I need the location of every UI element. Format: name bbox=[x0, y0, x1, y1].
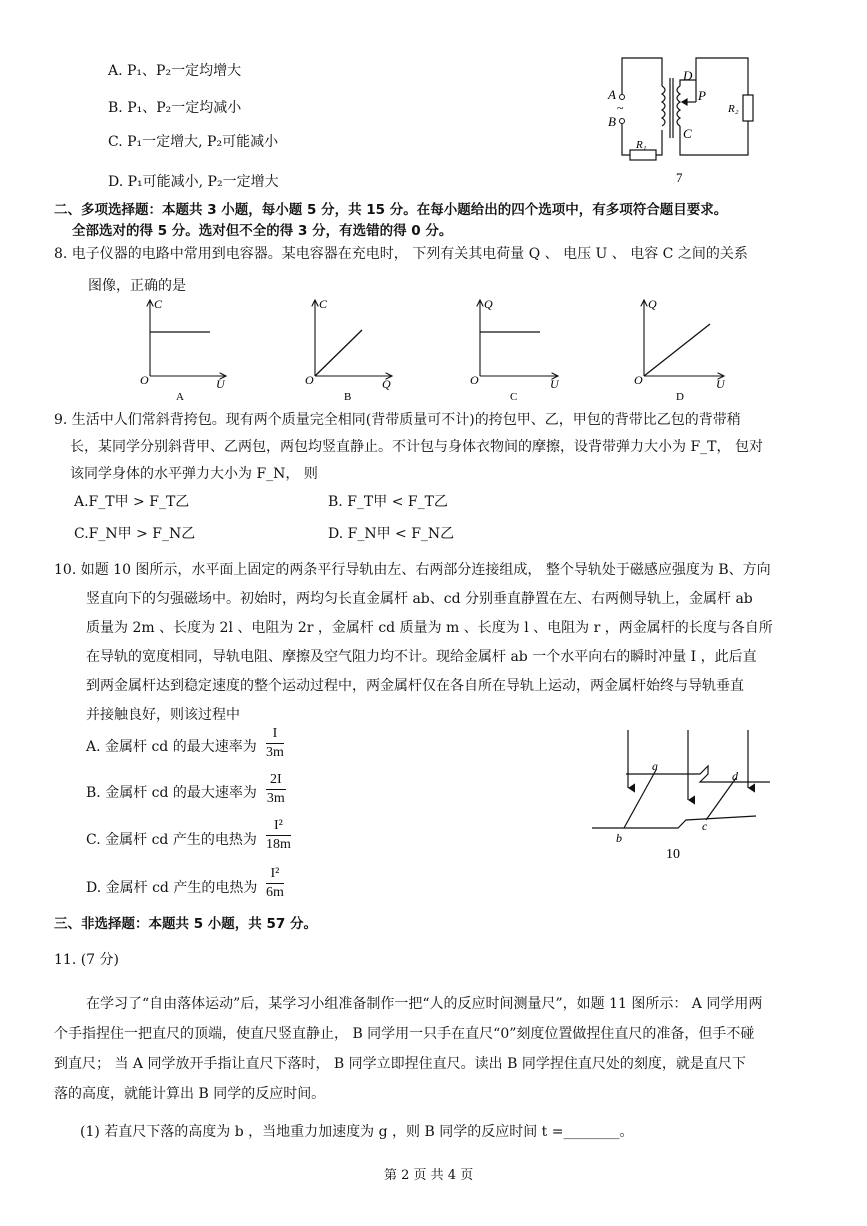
q7-option-d: D. P₁可能减小, P₂一定增大 bbox=[108, 174, 279, 190]
graph-d-ylabel: Q bbox=[648, 297, 657, 311]
figure-7-caption: 7 bbox=[676, 170, 683, 185]
q9-option-c: C.F_N甲 > F_N乙 bbox=[74, 526, 196, 542]
q10-stem-6: 并接触良好，则该过程中 bbox=[86, 707, 240, 723]
q8-stem: 8. 电子仪器的电路中常用到电容器。某电容器在充电时， 下列有关其电荷量 Q 、 电压 U 、 电容 C 之间的关系 bbox=[54, 246, 748, 262]
figure-10-caption: 10 bbox=[666, 847, 680, 862]
graph-a-ylabel: C bbox=[154, 297, 163, 311]
coil-d-label: D bbox=[683, 68, 693, 83]
terminal-a-label: A bbox=[608, 87, 616, 102]
graph-b-caption: B bbox=[344, 391, 352, 403]
q11-heading: 11. (7 分) bbox=[54, 952, 119, 968]
q9-option-d: D. F_N甲 < F_N乙 bbox=[328, 526, 455, 542]
q8-graphs bbox=[130, 294, 750, 404]
graph-c bbox=[470, 297, 560, 403]
q7-option-a: A. P₁、P₂一定均增大 bbox=[108, 63, 242, 79]
q10-stem-2: 竖直向下的匀强磁场中。初始时，两均匀长直金属杆 ab、cd 分别垂直静置在左、右两侧导轨上，金属杆 ab bbox=[86, 591, 753, 607]
graph-a bbox=[140, 297, 226, 403]
graph-d-origin: O bbox=[634, 373, 643, 387]
q9-stem-cont-2: 该同学身体的水平弹力大小为 F_N， 则 bbox=[70, 466, 318, 482]
q10-stem-3: 质量为 2m 、长度为 2l 、电阻为 2r ，金属杆 cd 质量为 m 、长度为 l 、电阻为 r ，两金属杆的长度与各自所 bbox=[86, 620, 773, 636]
q11-para-3: 到直尺； 当 A 同学放开手指让直尺下落时， B 同学立即捏住直尺。读出 B 同学捏住直尺处的刻度，就是直尺下 bbox=[54, 1056, 746, 1072]
q9-option-b: B. F_T甲 < F_T乙 bbox=[328, 494, 448, 510]
graph-c-caption: C bbox=[510, 391, 518, 403]
q10-stem-5: 到两金属杆达到稳定速度的整个运动过程中，两金属杆仅在各自所在导轨上运动，两金属杆始终与导轨垂直 bbox=[86, 678, 744, 694]
q10-option-d-fraction bbox=[266, 866, 284, 901]
frac-c-num: I² bbox=[274, 818, 283, 833]
q10-option-d: D. 金属杆 cd 产生的电热为 bbox=[86, 880, 258, 896]
slider-p-label: P bbox=[698, 88, 706, 103]
frac-c-den: 18m bbox=[266, 837, 291, 852]
q11-para-4: 落的高度，就能计算出 B 同学的反应时间。 bbox=[54, 1086, 326, 1102]
graph-c-ylabel: Q bbox=[484, 297, 493, 311]
graph-d-xlabel: U bbox=[716, 377, 725, 391]
q10-option-b: B. 金属杆 cd 的最大速率为 bbox=[86, 785, 257, 801]
frac-d-den: 6m bbox=[266, 885, 284, 900]
frac-a-num: I bbox=[272, 726, 278, 741]
resistor-r1-label: R₁ bbox=[636, 139, 647, 151]
ac-source-symbol: ~ bbox=[617, 101, 624, 115]
graph-c-origin: O bbox=[470, 373, 479, 387]
rod-a-label: a bbox=[652, 759, 658, 773]
graph-a-xlabel: U bbox=[216, 377, 225, 391]
section-2-heading: 二、多项选择题：本题共 3 小题，每小题 5 分，共 15 分。在每小题给出的四个选项中，有多项符合题目要求。 bbox=[54, 202, 728, 218]
q10-option-a-fraction bbox=[266, 726, 284, 761]
graph-b bbox=[305, 297, 392, 403]
coil-c-label: C bbox=[683, 126, 692, 141]
q11-para-1: 在学习了“自由落体运动”后，某学习小组准备制作一把“人的反应时间测量尺”，如题 11 图所示： A 同学用两 bbox=[86, 996, 763, 1012]
graph-b-ylabel: C bbox=[319, 297, 328, 311]
resistor-r2-label: R₂ bbox=[728, 103, 739, 115]
q10-option-b-fraction bbox=[266, 772, 286, 807]
terminal-b-label: B bbox=[608, 114, 616, 129]
graph-b-origin: O bbox=[305, 373, 314, 387]
frac-d-num: I² bbox=[270, 866, 280, 881]
graph-a-caption: A bbox=[176, 391, 184, 403]
q11-subquestion-1: (1) 若直尺下落的高度为 b ，当地重力加速度为 g ，则 B 同学的反应时间 t =________。 bbox=[80, 1124, 634, 1140]
frac-a-den: 3m bbox=[266, 745, 284, 760]
q9-stem: 9. 生活中人们常斜背挎包。现有两个质量完全相同(背带质量可不计)的挎包甲、乙，甲包的背带比乙包的背带稍 bbox=[54, 412, 741, 428]
q10-rail-figure bbox=[588, 726, 778, 866]
rod-d-label: d bbox=[732, 769, 738, 783]
section-3-heading: 三、非选择题：本题共 5 小题，共 57 分。 bbox=[54, 916, 317, 932]
frac-b-num: 2I bbox=[270, 772, 282, 787]
rod-c-label: c bbox=[702, 819, 708, 833]
q10-stem-1: 10. 如题 10 图所示，水平面上固定的两条平行导轨由左、右两部分连接组成， 整个导轨处于磁感应强度为 B、方向 bbox=[54, 562, 771, 578]
graph-a-origin: O bbox=[140, 373, 149, 387]
section-2-heading-cont: 全部选对的得 5 分。选对但不全的得 3 分，有选错的得 0 分。 bbox=[72, 223, 453, 239]
q9-option-a: A.F_T甲 > F_T乙 bbox=[74, 494, 190, 510]
q10-stem-4: 在导轨的宽度相同，导轨电阻、摩擦及空气阻力均不计。现给金属杆 ab 一个水平向右的瞬时冲量 I ，此后直 bbox=[86, 649, 757, 665]
page-footer: 第 2 页 共 4 页 bbox=[384, 1168, 474, 1183]
q11-para-2: 个手指捏住一把直尺的顶端，使直尺竖直静止， B 同学用一只手在直尺“0”刻度位置做捏住直尺的准备，但手不碰 bbox=[54, 1026, 755, 1042]
graph-b-xlabel: Q bbox=[382, 377, 391, 391]
q8-stem-cont: 图像，正确的是 bbox=[88, 278, 186, 294]
graph-d-caption: D bbox=[676, 391, 684, 403]
q10-option-a: A. 金属杆 cd 的最大速率为 bbox=[86, 739, 257, 755]
q9-stem-cont-1: 长，某同学分别斜背甲、乙两包，两包均竖直静止。不计包与身体衣物间的摩擦，设背带弹力大小为 F_T， 包对 bbox=[70, 439, 763, 455]
q10-option-c-fraction bbox=[266, 818, 291, 853]
rod-b-label: b bbox=[616, 831, 622, 845]
q10-option-c: C. 金属杆 cd 产生的电热为 bbox=[86, 832, 257, 848]
frac-b-den: 3m bbox=[266, 791, 285, 806]
q7-circuit-figure bbox=[600, 50, 760, 190]
graph-c-xlabel: U bbox=[550, 377, 559, 391]
q7-option-c: C. P₁一定增大, P₂可能减小 bbox=[108, 134, 279, 150]
q7-option-b: B. P₁、P₂一定均减小 bbox=[108, 100, 242, 116]
graph-d bbox=[634, 297, 726, 403]
